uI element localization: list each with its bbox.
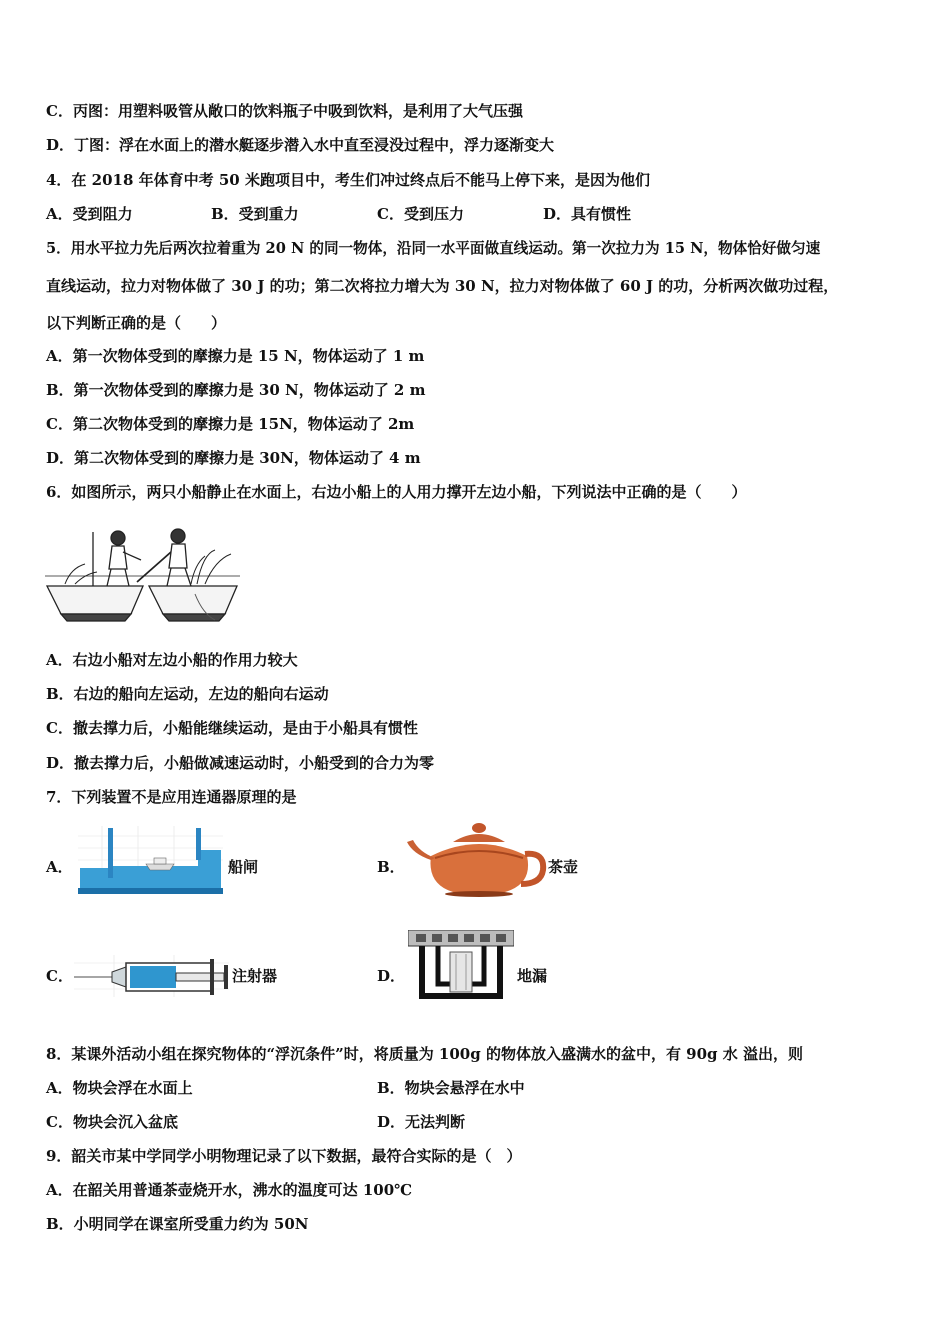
boats-figure: [45, 524, 240, 624]
q4-stem: 4．在 2018 年体育中考 50 米跑项目中，考生们冲过终点后不能马上停下来，是因为他们: [46, 171, 650, 189]
q7-option-c-letter: C．: [46, 967, 73, 985]
q3-option-d: D．丁图：浮在水面上的潜水艇逐步潜入水中直至浸没过程中，浮力逐渐变大: [46, 136, 555, 154]
q8-option-c: C．物块会沉入盆底: [46, 1113, 178, 1131]
q6-stem: 6．如图所示，两只小船静止在水面上，右边小船上的人用力撑开左边小船，下列说法中正确的是（ ）: [46, 483, 747, 501]
q7-option-a-caption: 船闸: [228, 858, 259, 876]
q7-option-d-caption: 地漏: [517, 967, 548, 985]
q6-option-d: D．撤去撑力后，小船做减速运动时，小船受到的合力为零: [46, 754, 435, 772]
q7-option-b-caption: 茶壶: [548, 858, 579, 876]
q7-option-c-caption: 注射器: [232, 967, 278, 985]
q6-option-b: B．右边的船向左运动，左边的船向右运动: [46, 685, 329, 703]
q9-option-a: A．在韶关用普通茶壶烧开水，沸水的温度可达 100℃: [46, 1181, 413, 1199]
q3-option-c: C．丙图：用塑料吸管从敞口的饮料瓶子中吸到饮料，是利用了大气压强: [46, 102, 523, 120]
q5-stem-3: 以下判断正确的是（ ）: [46, 314, 227, 332]
q5-stem-1: 5．用水平拉力先后两次拉着重为 20 N 的同一物体，沿同一水平面做直线运动。第一次拉力为 15 N，物体恰好做匀速: [46, 240, 821, 257]
q4-option-b: B．受到重力: [211, 205, 299, 223]
q8-option-a: A．物块会浮在水面上: [46, 1079, 193, 1097]
q4-option-d: D．具有惯性: [543, 205, 632, 223]
q7-option-a-letter: A．: [46, 858, 73, 876]
syringe-image: [74, 955, 229, 997]
q5-option-b: B．第一次物体受到的摩擦力是 30 N，物体运动了 2 m: [46, 381, 426, 399]
q6-option-c: C．撤去撑力后，小船能继续运动，是由于小船具有惯性: [46, 719, 418, 737]
q7-stem: 7．下列装置不是应用连通器原理的是: [46, 788, 297, 806]
q9-stem: 9．韶关市某中学同学小明物理记录了以下数据，最符合实际的是（ ）: [46, 1147, 522, 1165]
q7-option-b-letter: B．: [377, 858, 405, 876]
q8-stem: 8．某课外活动小组在探究物体的“浮沉条件”时，将质量为 100g 的物体放入盛满水的盆中，有 90g 水 溢出，则: [46, 1045, 803, 1063]
q9-option-b: B．小明同学在课室所受重力约为 50N: [46, 1215, 309, 1233]
floor-drain-image: [408, 930, 514, 1002]
q8-option-d: D．无法判断: [377, 1113, 466, 1131]
q8-option-b: B．物块会悬浮在水中: [377, 1079, 525, 1097]
q5-stem-2: 直线运动，拉力对物体做了 30 J 的功；第二次将拉力增大为 30 N，拉力对物体做了 60 J 的功，分析两次做功过程，: [46, 277, 839, 295]
q5-option-d: D．第二次物体受到的摩擦力是 30N，物体运动了 4 m: [46, 449, 421, 467]
q5-option-a: A．第一次物体受到的摩擦力是 15 N，物体运动了 1 m: [46, 347, 425, 365]
teapot-image: [405, 818, 547, 898]
ship-lock-image: [78, 826, 223, 894]
q4-option-a: A．受到阻力: [46, 205, 133, 223]
q6-option-a: A．右边小船对左边小船的作用力较大: [46, 651, 298, 669]
q4-option-c: C．受到压力: [377, 205, 464, 223]
q5-option-c: C．第二次物体受到的摩擦力是 15N，物体运动了 2m: [46, 415, 415, 433]
q7-option-d-letter: D．: [377, 967, 406, 985]
